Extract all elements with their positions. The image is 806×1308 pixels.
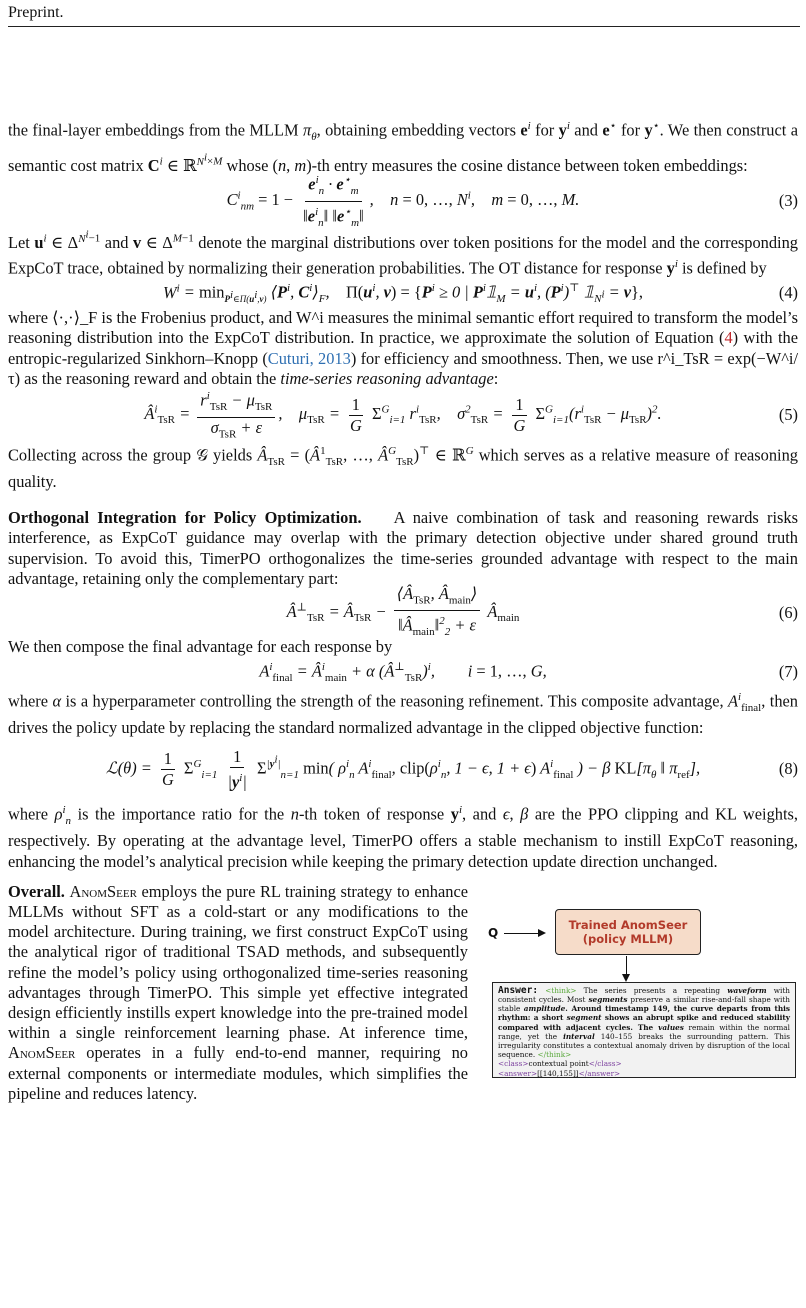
paragraph-collect: Collecting across the group 𝒢 yields $Â_{TsR}$ = ($Â^1_{TsR}$, …, $Â^G_{TsR})^⊤$ ∈ ℝ$^G$ which serves as a relative measure of reasoning quality. bbox=[8, 445, 798, 492]
heading-overall: Overall. bbox=[8, 881, 65, 901]
equation-5: $Â^i_{TsR}$ = $\frac{r^i_{TsR} - \mu_{TsR}}{\sigma_{TsR} + \varepsilon}$ , $\mu_{TsR}$ = $\frac{1}{G}$ $\Sigma^G_{i=1}$ $r^i_{TsR}$, $\sigma^2_{TsR}$ = $\frac{1}{G}$ $\Sigma^G_{i=1}(r^i_{TsR} - \mu_{TsR})^2$. (5) bbox=[8, 389, 798, 441]
equation-8-number: (8) bbox=[778, 759, 798, 779]
paragraph-compose: We then compose the final advantage for each response by bbox=[8, 637, 393, 657]
overall-text-column bbox=[8, 882, 468, 1104]
paragraph-frobenius: where ⟨·,·⟩_F is the Frobenius product, and W^i measures the minimal semantic effort required to transform the model’s reasoning distribution into the ExpCoT distribution. In practice, we approximate the solution of Equation (4) with the entropic-regularized Sinkhorn–Knopp (Cuturi, 2013) for efficiency and smoothness. Then, we use r^i_TsR = exp(−W^i/τ) as the reasoning reward and obtain the time-series reasoning advantage: bbox=[8, 308, 798, 388]
equation-6: $Â^\perp_{TsR}$ = $Â_{TsR}$ − $\frac{⟨Â_{TsR}, Â_{main}⟩}{‖Â_{main}‖^2_2 + \varepsilon}$ $Â_{main}$ (6) bbox=[286, 584, 798, 639]
heading-orthogonal: Orthogonal Integration for Policy Optimization. bbox=[8, 508, 362, 528]
paragraph-orthogonal: Orthogonal Integration for Policy Optimization. A naive combination of task and reasoning rewards risks interference, as ExpCoT guidance may overlap with the primary detection objective under shared ground truth supervision. To avoid this, TimerPO orthogonalizes the time-series grounded advantage with respect to the main advantage, retaining only the complementary part: bbox=[8, 508, 798, 588]
answer-label: Answer: bbox=[498, 984, 539, 996]
citation-cuturi[interactable]: Cuturi, 2013 bbox=[267, 348, 351, 368]
paragraph-rho: where $\rho^i_n$ is the importance ratio for the n-th token of response $y^i$, and ϵ, β are the PPO clipping and KL weights, respectively. By operating at the advantage level, TimerPO offers a stable mechanism to instill ExpCoT reasoning, enhancing the model’s analytical precision while keeping the primary detection update direction unchanged. bbox=[8, 804, 798, 871]
query-label: Q bbox=[488, 925, 499, 940]
equation-7: $A^i_{final}$ = $Â^i_{main} + \alpha$ $(Â^\perp_{TsR})^i$, i = 1, …, G, (7) bbox=[259, 661, 798, 685]
paragraph-overall: Overall. AnomSeer employs the pure RL training strategy to enhance MLLMs without SFT as a cold-start or any modifications to the model architecture. During training, we first construct ExpCoT using the analytical rigor of traditional TSAD methods, and subsequently refine the model’s policy using orthogonalized time-series reasoning advantages through TimerPO. This simple yet effective integrated design efficiently instills expert knowledge into the pre-trained model within a single reinforcement learning phase. At inference time, AnomSeer operates in a fully end-to-end manner, requiring no external components or intermediate modules, which simplifies the pipeline and reduces latency. bbox=[8, 881, 469, 1103]
running-header: Preprint. bbox=[8, 4, 64, 21]
header-rule bbox=[8, 26, 800, 27]
policy-model-box: Trained AnomSeer (policy MLLM) bbox=[555, 909, 701, 955]
paragraph-intro: the final-layer embeddings from the MLLM $\pi_\theta$, obtaining embedding vectors $e^i$ for $y^i$ and e⋆ for y⋆. We then construct a semantic cost matrix $C^i$ ∈ ℝ$^{N^i\times M}$ whose (n, m)-th entry measures the cosine distance between token embeddings: bbox=[8, 120, 798, 176]
paragraph-alpha: where α is a hyperparameter controlling the strength of the reasoning refinement. This composite advantage, $A^i_{final}$, then drives the policy update by replacing the standard normalized advantage in the clipped objective function: bbox=[8, 691, 798, 738]
equation-3-number: (3) bbox=[778, 191, 798, 211]
output-arrow bbox=[626, 956, 627, 980]
query-arrow bbox=[504, 933, 544, 934]
equation-4-link[interactable]: 4 bbox=[724, 328, 733, 348]
equation-4: $W^i = \min_{P^i\in\Pi(u^i,v)}$ $⟨P^i$, $C^i⟩_F$, $\Pi(u^i$, $v) = \{P^i \ge 0$ | $P^i𝟙_M = u^i$, $(P^i)^⊤$ $𝟙_{N^i} = v$}, (4) bbox=[162, 282, 798, 306]
equation-3: $C^i_{nm} = 1$ − $\frac{e^i_n \cdot e^⋆_m}{‖e^i_n‖ ‖e^⋆_m‖}$ , n = 0, …, $N^i$, m = 0, …, M. (3) bbox=[8, 178, 798, 224]
paragraph-marginals: Let $u^i$ ∈ $\Delta^{N^i-1}$ and v ∈ $\Delta^{M-1}$ denote the marginal distributions over token positions for the model and the corresponding ExpCoT trace, obtained by normalizing their generation probabilities. The OT distance for response $y^i$ is defined by bbox=[8, 228, 798, 278]
equation-5-number: (5) bbox=[778, 405, 798, 425]
inference-figure bbox=[482, 882, 798, 1104]
overall-section bbox=[8, 882, 798, 1104]
equation-8: ℒ(θ) = $\frac{1}{G}$ $\Sigma^G_{i=1}$ $\frac{1}{|y^i|}$ $\Sigma^{|y^i|}_{n=1}$ min( $\rho^i_n$ $A^i_{final}$, $clip(\rho^i_n$, 1 − ϵ, 1 + ϵ) $A^i_{final}$ ) − β $KL[\pi_\theta$ ‖ $\pi_{ref}$], (8) bbox=[105, 746, 798, 792]
equation-6-number: (6) bbox=[778, 603, 798, 623]
equation-4-number: (4) bbox=[778, 283, 798, 303]
equation-7-number: (7) bbox=[778, 662, 798, 682]
page-body bbox=[8, 116, 798, 1104]
answer-box: Answer: <think> The series presents a repeating waveform with consistent cycles. Most segments preserve a similar rise-and-fall shape with stable amplitude. Around timestamp 149, the curve departs from this rhythm: a short segment shows an abrupt spike and reduced stability compared with adjacent cycles. The values remain within the normal range, yet the interval 140–155 breaks the surrounding pattern. This irregularity constitutes a contextual anomaly driven by disruption of the local sequence. </think> <class>contextual point</class> <answer>[[140,155]]</answer> bbox=[492, 982, 796, 1078]
